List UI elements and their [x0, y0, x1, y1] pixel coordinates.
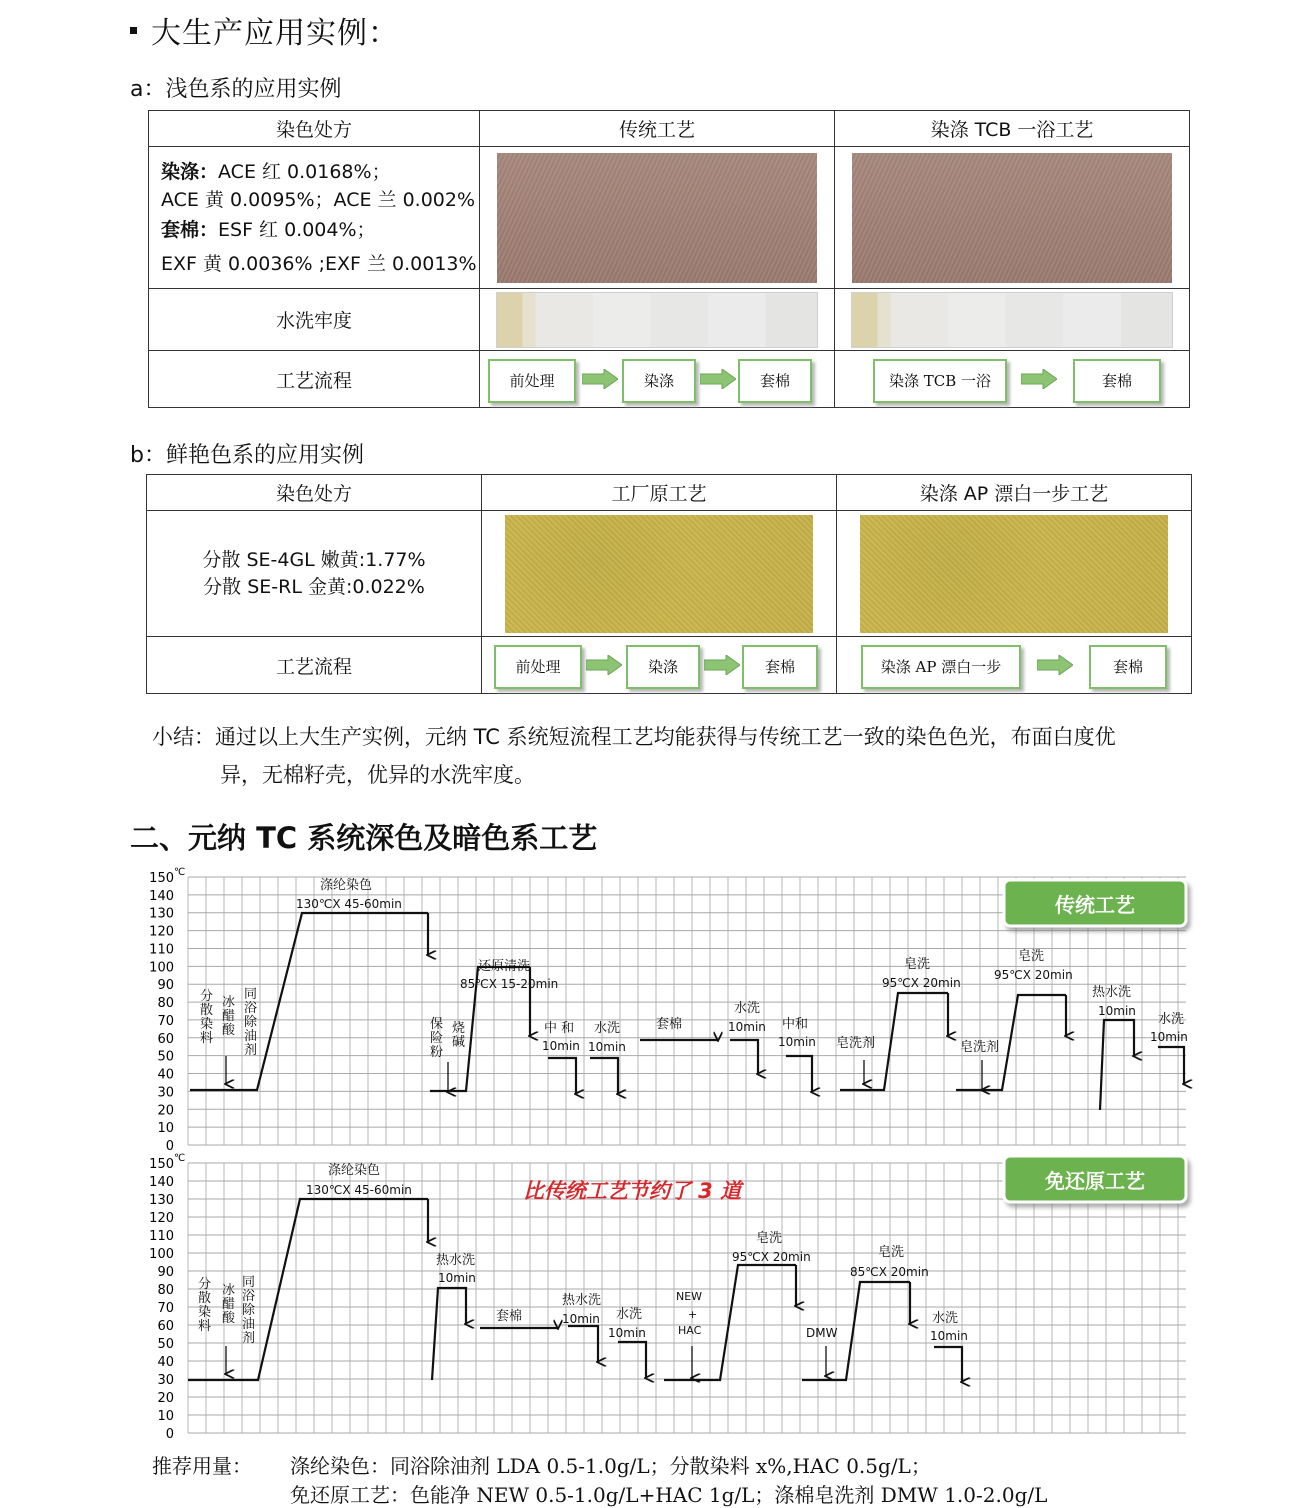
recipe-label-cotton: 套棉： [161, 218, 219, 241]
label-degreaser: 同浴除油剂 [244, 987, 258, 1058]
row-flow-label: 工艺流程 [149, 351, 480, 408]
label-cotton-dyeing: 套棉 [656, 1017, 683, 1032]
label-acetic-acid: 冰醋酸 [222, 1283, 236, 1326]
row-flow-label: 工艺流程 [147, 637, 482, 694]
label-time: 10min [778, 1035, 816, 1049]
table-bright-colors [146, 474, 1192, 694]
recipe-line: ACE 红 0.0168%； [218, 160, 391, 183]
label-time: 10min [542, 1039, 580, 1053]
wash-swatch-tcb [851, 292, 1173, 348]
label-soap: 皂洗 [878, 1245, 905, 1260]
label-neutralize: 中和 [782, 1017, 809, 1032]
label-reduction-clear: 还原清洗 [478, 959, 531, 974]
label-time: 10min [562, 1312, 600, 1326]
label-saving-note: 比传统工艺节约了 3 道 [522, 1179, 742, 1203]
label-reduction-cond: 85℃X 15-20min [460, 977, 559, 991]
badge-text: 传统工艺 [1055, 893, 1135, 917]
arrow-right-icon [704, 655, 740, 675]
flow-step-polyester: 染涤 [622, 359, 696, 403]
label-soap-cond: 95℃X 20min [882, 976, 961, 990]
label-soap-agent: 皂洗剂 [836, 1036, 876, 1051]
y-axis-bottom [149, 1153, 185, 1442]
recipe-line: ACE 黄 0.0095%；ACE 兰 0.002% [161, 188, 476, 211]
vlabels-bottom [198, 1275, 256, 1346]
label-hac: HAC [678, 1324, 702, 1337]
y-tick-label: 40 [157, 1067, 174, 1083]
badge-text: 免还原工艺 [1045, 1169, 1145, 1193]
label-polyester-cond: 130℃X 45-60min [296, 897, 402, 911]
y-tick-label: 0 [165, 1427, 174, 1442]
th-ap: 染涤 AP 漂白一步工艺 [837, 475, 1192, 511]
y-tick-label: 90 [157, 978, 174, 994]
th-tcb: 染涤 TCB 一浴工艺 [835, 111, 1190, 147]
heading-dark-colors: 二、元纳 TC 系统深色及暗色系工艺 [130, 821, 598, 855]
wash-cell [480, 289, 835, 351]
y-tick-label: 100 [149, 960, 174, 976]
y-axis-top [149, 867, 185, 1154]
bullet-icon [130, 27, 137, 34]
y-tick-label: 20 [157, 1103, 174, 1119]
row-wash-label: 水洗牢度 [149, 289, 480, 351]
y-tick-label: 70 [157, 1301, 174, 1316]
fabric-swatch-ap [860, 515, 1168, 633]
label-dmw: DMW [806, 1326, 838, 1340]
label-wash: 水洗 [616, 1307, 643, 1322]
label-caustic: 烧碱 [452, 1021, 466, 1050]
y-tick-label: 60 [157, 1031, 174, 1047]
table-light-colors [148, 110, 1190, 408]
y-tick-label: 20 [157, 1391, 174, 1406]
vlabels-top [200, 987, 465, 1060]
section-b-title: b：鲜艳色系的应用实例 [130, 443, 364, 468]
flow-step-ap: 染涤 AP 漂白一步 [861, 645, 1021, 689]
y-tick-label: 120 [149, 924, 174, 940]
arrow-right-icon [1037, 655, 1073, 675]
label-plus: + [688, 1308, 698, 1321]
y-tick-label: 10 [157, 1409, 174, 1424]
section-a-title: a：浅色系的应用实例 [130, 77, 342, 102]
label-disperse-dye: 分散染料 [198, 1277, 212, 1334]
label-time: 10min [438, 1271, 476, 1285]
flow-ap [837, 637, 1191, 693]
y-tick-label: 0 [165, 1139, 174, 1154]
recommend-label: 推荐用量： [152, 1454, 252, 1478]
flow-cell [837, 637, 1192, 694]
y-tick-label: 80 [157, 996, 174, 1012]
recipe-line: 分散 SE-RL 金黄:0.022% [203, 575, 425, 598]
fabric-cell [837, 511, 1192, 637]
th-traditional: 传统工艺 [480, 111, 835, 147]
recipe-line: 分散 SE-4GL 嫩黄:1.77% [202, 548, 426, 571]
recipe-cell [149, 147, 480, 289]
label-time: 10min [1150, 1030, 1188, 1044]
y-tick-label: 70 [157, 1013, 174, 1029]
y-tick-label: 150 [149, 1157, 174, 1172]
label-polyester-dyeing: 涤纶染色 [320, 878, 373, 893]
flow-cell [835, 351, 1190, 408]
y-tick-label: 50 [157, 1049, 174, 1065]
recipe-cell [147, 511, 482, 637]
flow-factory [482, 637, 836, 693]
y-unit-label: ℃ [174, 1153, 186, 1164]
recommend-line-2: 免还原工艺：色能净 NEW 0.5-1.0g/L+HAC 1g/L；涤棉皂洗剂 DMW 1.0-2.0g/L [290, 1483, 1048, 1507]
y-tick-label: 10 [157, 1121, 174, 1137]
th-recipe: 染色处方 [149, 111, 480, 147]
label-time: 10min [1098, 1004, 1136, 1018]
y-tick-label: 120 [149, 1211, 174, 1226]
recipe-label-polyester: 染涤： [161, 160, 219, 183]
fabric-cell [835, 147, 1190, 289]
y-tick-label: 100 [149, 1247, 174, 1262]
flow-step-tcb: 染涤 TCB 一浴 [873, 359, 1007, 403]
th-factory: 工厂原工艺 [482, 475, 837, 511]
label-time: 10min [930, 1329, 968, 1343]
y-tick-label: 130 [149, 906, 174, 922]
flow-cell [480, 351, 835, 408]
flow-traditional [480, 351, 834, 407]
flow-step-cotton: 套棉 [742, 645, 818, 689]
label-wash: 水洗 [594, 1021, 621, 1036]
label-hydrosulfite: 保险粉 [430, 1017, 444, 1060]
label-soap: 皂洗 [1018, 949, 1045, 964]
label-soap-cond: 95℃X 20min [732, 1250, 811, 1264]
flow-step-polyester: 染涤 [626, 645, 700, 689]
y-tick-label: 130 [149, 1193, 174, 1208]
badge-traditional [1004, 880, 1186, 926]
label-polyester-cond: 130℃X 45-60min [306, 1183, 412, 1197]
arrow-right-icon [586, 655, 622, 675]
y-tick-label: 50 [157, 1337, 174, 1352]
summary-line: 异，无棉籽壳，优异的水洗牢度。 [220, 763, 535, 787]
flow-step-pretreat: 前处理 [494, 645, 582, 689]
label-soap-agent: 皂洗剂 [960, 1040, 1000, 1055]
fabric-swatch-factory [505, 515, 813, 633]
label-disperse-dye: 分散染料 [200, 989, 214, 1046]
recommend-line-1: 涤纶染色：同浴除油剂 LDA 0.5-1.0g/L；分散染料 x%,HAC 0.5g/L； [290, 1454, 931, 1478]
label-hot-wash: 热水洗 [562, 1293, 602, 1308]
flow-cell [482, 637, 837, 694]
label-time: 10min [588, 1040, 626, 1054]
flow-step-pretreat: 前处理 [488, 359, 576, 403]
curve-bottom [188, 1199, 962, 1382]
recipe-line: EXF 黄 0.0036% ;EXF 兰 0.0013% [161, 252, 477, 275]
label-neutralize: 中 和 [544, 1021, 575, 1036]
y-tick-label: 150 [149, 871, 174, 886]
fabric-swatch-traditional [497, 153, 817, 283]
label-degreaser: 同浴除油剂 [242, 1275, 256, 1346]
y-tick-label: 60 [157, 1319, 174, 1334]
wash-swatch-traditional [496, 292, 818, 348]
label-soap-cond: 85℃X 20min [850, 1265, 929, 1279]
th-recipe: 染色处方 [147, 475, 482, 511]
label-polyester-dyeing: 涤纶染色 [328, 1163, 381, 1178]
heading-production-examples [130, 8, 399, 52]
y-unit-label: ℃ [174, 867, 186, 878]
wash-cell [835, 289, 1190, 351]
y-tick-label: 30 [157, 1373, 174, 1388]
arrow-right-icon [700, 369, 736, 389]
y-tick-label: 90 [157, 1265, 174, 1280]
fabric-swatch-tcb [852, 153, 1172, 283]
label-cotton-dyeing: 套棉 [496, 1309, 523, 1324]
label-hot-wash: 热水洗 [436, 1253, 476, 1268]
label-soap: 皂洗 [904, 957, 931, 972]
flow-step-cotton: 套棉 [1089, 645, 1167, 689]
label-acetic-acid: 冰醋酸 [222, 995, 236, 1038]
fabric-cell [482, 511, 837, 637]
recipe-line: ESF 红 0.004%； [218, 218, 376, 241]
summary [152, 718, 1222, 794]
y-tick-label: 140 [149, 1175, 174, 1190]
y-tick-label: 140 [149, 888, 174, 904]
summary-line: 小结：通过以上大生产实例，元纳 TC 系统短流程工艺均能获得与传统工艺一致的染色色光，布面白度优 [152, 725, 1116, 749]
flow-tcb [835, 351, 1189, 407]
badge-no-reduction [1004, 1156, 1186, 1202]
label-soap: 皂洗 [756, 1231, 783, 1246]
label-wash: 水洗 [1158, 1012, 1185, 1027]
label-soap-cond: 95℃X 20min [994, 968, 1073, 982]
arrow-right-icon [1021, 369, 1057, 389]
fabric-cell [480, 147, 835, 289]
y-tick-label: 30 [157, 1085, 174, 1101]
arrow-right-icon [582, 369, 618, 389]
curve-top [190, 913, 1184, 1110]
y-tick-label: 80 [157, 1283, 174, 1298]
heading-text: 大生产应用实例： [151, 16, 399, 51]
label-time: 10min [728, 1020, 766, 1034]
flow-step-cotton: 套棉 [1073, 359, 1161, 403]
process-diagrams [140, 866, 1200, 1446]
y-tick-label: 40 [157, 1355, 174, 1370]
y-tick-label: 110 [149, 1229, 174, 1244]
label-wash: 水洗 [932, 1311, 959, 1326]
label-time: 10min [608, 1326, 646, 1340]
flow-step-cotton: 套棉 [738, 359, 812, 403]
label-new: NEW [676, 1290, 703, 1303]
label-wash: 水洗 [734, 1001, 761, 1016]
label-hot-wash: 热水洗 [1092, 985, 1132, 1000]
y-tick-label: 110 [149, 942, 174, 958]
